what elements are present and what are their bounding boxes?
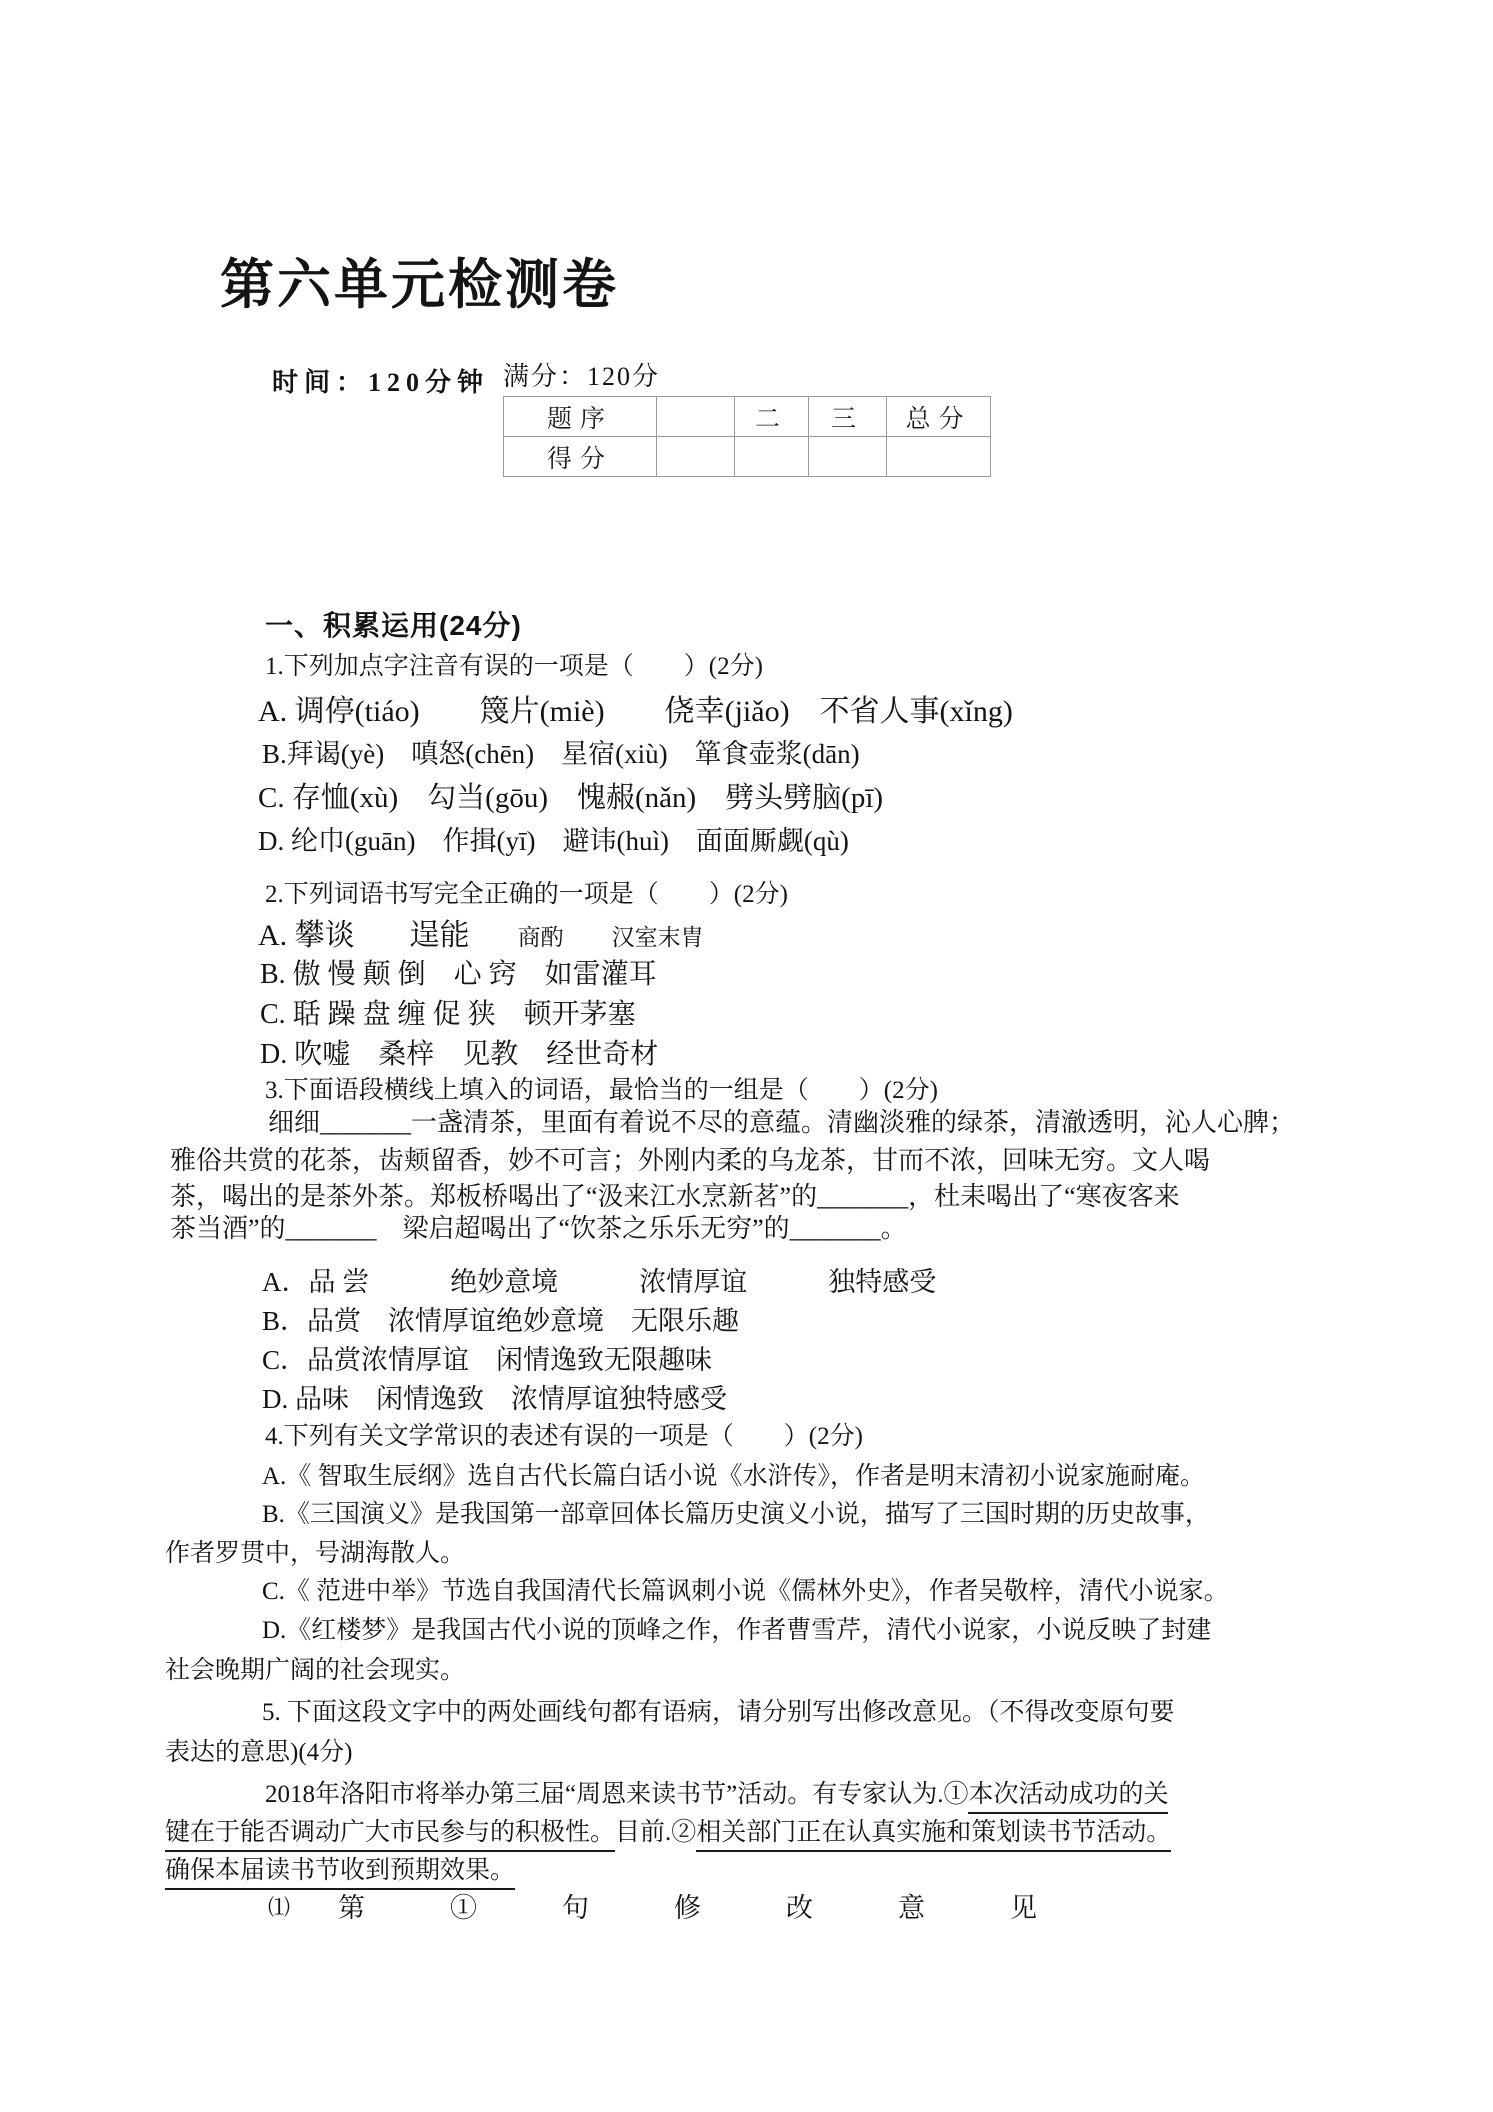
q5-passage-line-1 bbox=[265, 1774, 1168, 1810]
q3-passage-line-3: 茶，喝出的是茶外茶。郑板桥喝出了“汲来江水烹新茗”的_______，杜耒喝出了“寒夜客来 bbox=[170, 1182, 1180, 1211]
q2-option-a-word-4: 汉室末胄 bbox=[611, 925, 704, 950]
q5-underlined-sentence-1-part-1: 本次活动成功的关 bbox=[968, 1781, 1168, 1814]
q3-option-b: B．品赏 浓情厚谊绝妙意境 无限乐趣 bbox=[262, 1306, 740, 1336]
score-table-cell-blank-2 bbox=[735, 437, 809, 477]
score-table-cell-part1 bbox=[657, 397, 735, 437]
score-table-cell-score-label: 得分 bbox=[504, 437, 657, 477]
score-table-wrap bbox=[503, 396, 991, 477]
q5-passage-l1-text: 2018年洛阳市将举办第三届“周恩来读书节”活动。有专家认为. bbox=[265, 1781, 944, 1808]
score-table-cell-order: 题序 bbox=[504, 397, 657, 437]
q5-stem-line-1: 5. 下面这段文字中的两处画线句都有语病，请分别写出修改意见。（不得改变原句要 bbox=[262, 1699, 1175, 1726]
q1-option-b: B.拜谒(yè) 嗔怒(chēn) 星宿(xiù) 箪食壶浆(dān) bbox=[262, 739, 860, 769]
q2-option-d: D. 吹嘘 桑梓 见教 经世奇材 bbox=[260, 1039, 659, 1070]
q2-option-a bbox=[258, 910, 704, 954]
q5-answer-row bbox=[268, 1886, 1122, 1925]
q3-passage-line-1: 细细_______一盏清茶，里面有着说不尽的意蕴。清幽淡雅的绿茶，清澈透明，沁人心脾； bbox=[268, 1108, 1296, 1137]
score-table-cell-part3: 三 bbox=[809, 397, 887, 437]
q4-option-a: A.《 智取生辰纲》选自古代长篇白话小说《水浒传》，作者是明末清初小说家施耐庵。 bbox=[262, 1463, 1206, 1490]
q4-option-b-line-1: B.《三国演义》是我国第一部章回体长篇历史演义小说，描写了三国时期的历史故事， bbox=[262, 1501, 1210, 1528]
score-table-header-row bbox=[504, 397, 991, 437]
q4-option-c: C.《 范进中举》节选自我国清代长篇讽刺小说《儒林外史》，作者吴敬梓，清代小说家。 bbox=[262, 1578, 1229, 1605]
score-table-cell-blank-3 bbox=[809, 437, 887, 477]
q5-sentence-2-marker: ② bbox=[671, 1819, 697, 1846]
page-title: 第六单元检测卷 bbox=[220, 255, 619, 315]
q3-option-c: C．品赏浓情厚谊 闲情逸致无限趣味 bbox=[262, 1345, 713, 1375]
q5-underlined-sentence-2-part-2: 确保本届读书节收到预期效果。 bbox=[165, 1857, 515, 1890]
q3-passage-line-4: 茶当酒”的_______ 梁启超喝出了“饮茶之乐乐无穷”的_______。 bbox=[170, 1214, 907, 1243]
q3-stem: 3.下面语段横线上填入的词语，最恰当的一组是（ ）(2分) bbox=[265, 1077, 938, 1104]
q4-option-b-line-2: 作者罗贯中，号湖海散人。 bbox=[165, 1540, 466, 1567]
q5-passage-line-3 bbox=[165, 1850, 515, 1886]
q5-stem-line-2: 表达的意思)(4分) bbox=[165, 1739, 353, 1766]
q5-passage-line-2 bbox=[165, 1812, 1171, 1848]
q1-option-c: C. 存恤(xù) 勾当(gōu) 愧赧(nǎn) 劈头劈脑(pī) bbox=[258, 782, 884, 814]
section-1-heading: 一、积累运用(24分) bbox=[265, 610, 522, 641]
q4-stem: 4.下列有关文学常识的表述有误的一项是（ ）(2分) bbox=[265, 1423, 863, 1450]
q2-option-a-word-1: A. 攀谈 bbox=[258, 919, 355, 952]
score-table-cell-blank-1 bbox=[657, 437, 735, 477]
full-score-label: 满分：120分 bbox=[503, 362, 661, 391]
q1-stem: 1.下列加点字注音有误的一项是（ ）(2分) bbox=[265, 653, 763, 680]
score-table-cell-blank-4 bbox=[887, 437, 991, 477]
score-table-score-row bbox=[504, 437, 991, 477]
q5-answer-item-label: 第①句修改意见 bbox=[338, 1893, 1123, 1923]
score-table bbox=[503, 396, 991, 477]
q5-passage-l2-text: 目前. bbox=[615, 1819, 672, 1846]
q3-passage-line-2: 雅俗共赏的花茶，齿颊留香，妙不可言；外刚内柔的乌龙茶，甘而不浓，回味无穷。文人喝 bbox=[170, 1146, 1211, 1175]
q3-option-d: D. 品味 闲情逸致 浓情厚谊独特感受 bbox=[262, 1384, 727, 1414]
q1-option-d: D. 纶巾(guān) 作揖(yī) 避讳(huì) 面面厮觑(qù) bbox=[258, 826, 849, 856]
q2-option-a-word-3: 商酌 bbox=[517, 925, 564, 950]
time-limit-label: 时间：120分钟 bbox=[272, 368, 490, 397]
q5-sentence-1-marker: ① bbox=[943, 1781, 969, 1808]
q4-option-d-line-2: 社会晚期广阔的社会现实。 bbox=[165, 1657, 466, 1684]
score-table-cell-total: 总分 bbox=[887, 397, 991, 437]
q2-option-a-word-2: 逞能 bbox=[409, 919, 470, 952]
q5-underlined-sentence-1-part-2: 键在于能否调动广大市民参与的积极性。 bbox=[165, 1819, 615, 1852]
q2-option-b: B. 傲 慢 颠 倒 心 窍 如雷灌耳 bbox=[260, 959, 657, 990]
q5-underlined-sentence-2-part-1: 相关部门正在认真实施和策划读书节活动。 bbox=[696, 1819, 1171, 1852]
q2-stem: 2.下列词语书写完全正确的一项是（ ）(2分) bbox=[265, 881, 788, 908]
q4-option-d-line-1: D.《红楼梦》是我国古代小说的顶峰之作，作者曹雪芹，清代小说家，小说反映了封建 bbox=[262, 1617, 1212, 1644]
score-table-cell-part2: 二 bbox=[735, 397, 809, 437]
q1-option-a: A. 调停(tiáo) 篾片(miè) 侥幸(jiǎo) 不省人事(xǐng) bbox=[258, 695, 1013, 728]
q2-option-c: C. 聒 躁 盘 缠 促 狭 顿开茅塞 bbox=[260, 999, 636, 1030]
q3-option-a: A．品 尝 绝妙意境 浓情厚谊 独特感受 bbox=[262, 1267, 937, 1297]
q5-answer-item-marker: ⑴ bbox=[268, 1895, 291, 1920]
